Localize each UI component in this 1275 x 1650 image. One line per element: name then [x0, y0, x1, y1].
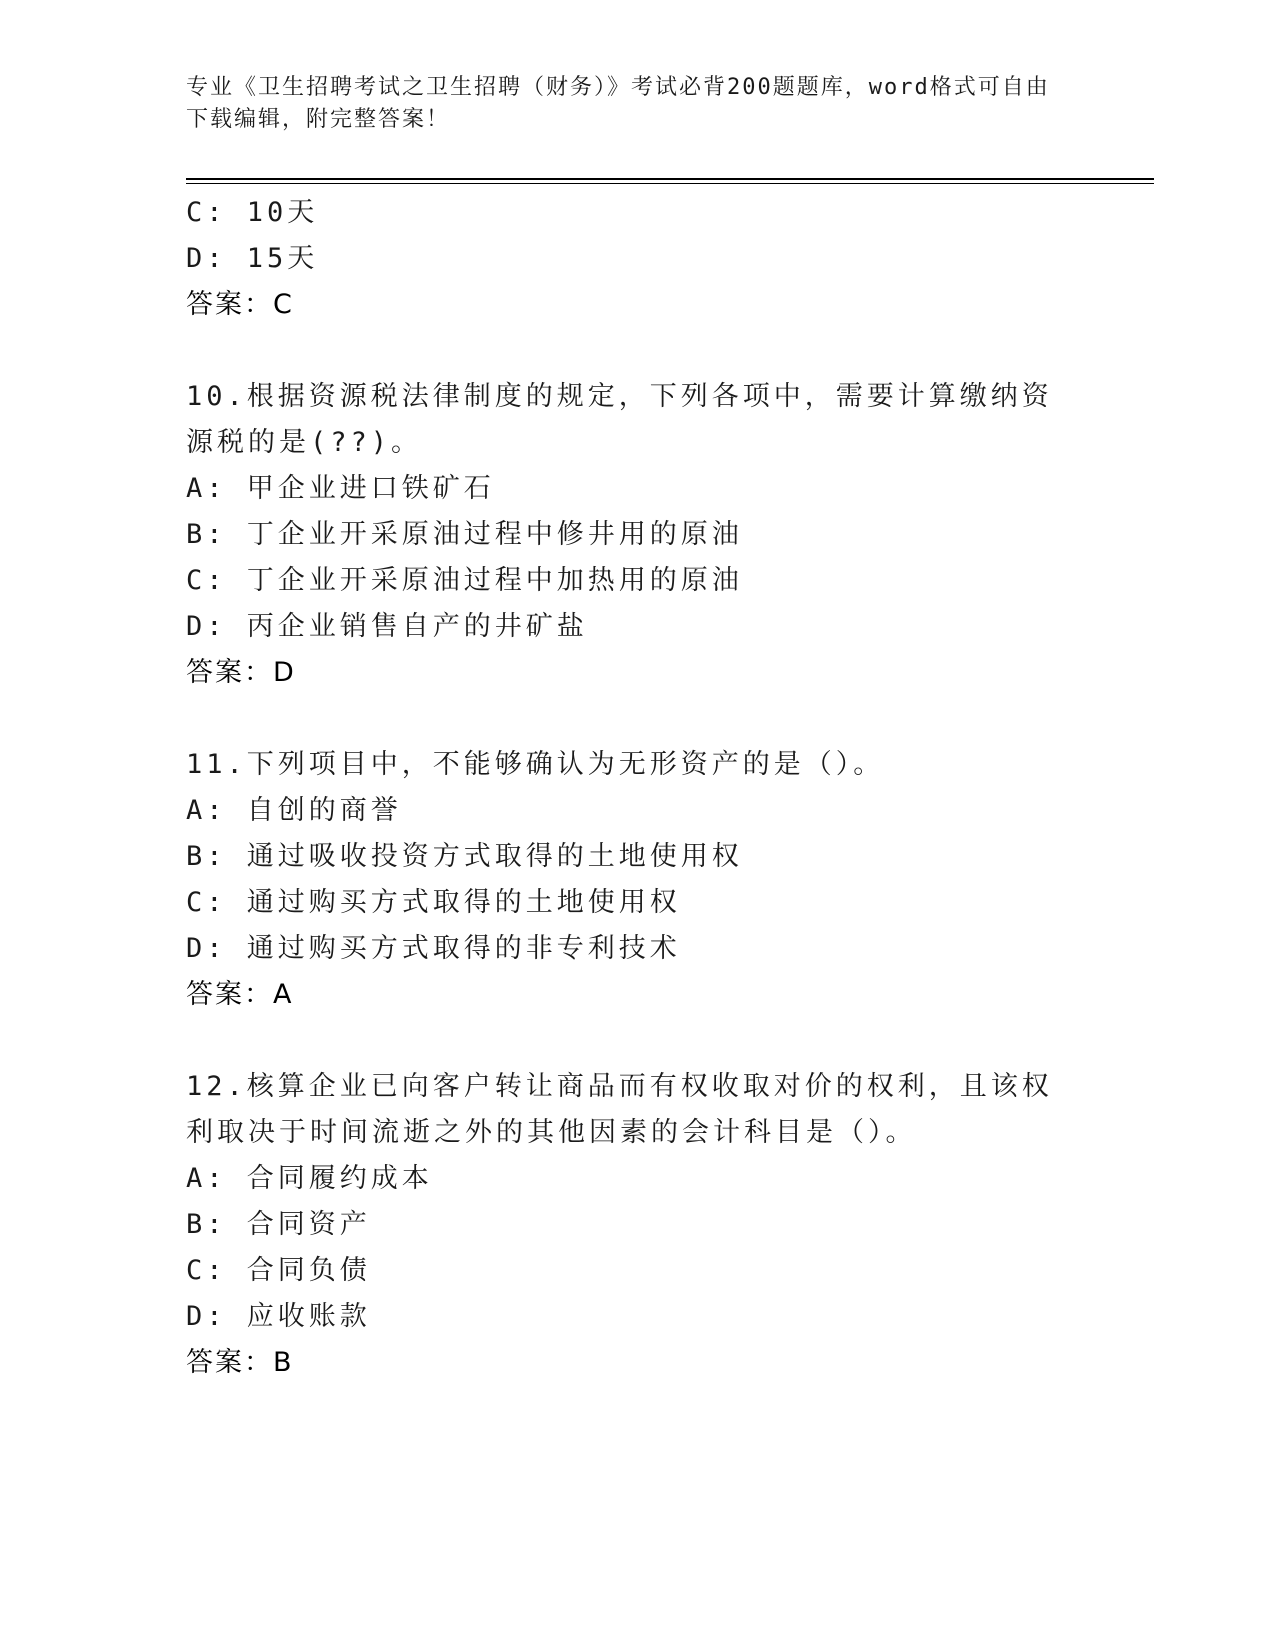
answer-line: 答案：D — [186, 657, 296, 688]
question-12 — [186, 1064, 1086, 1386]
option-c: C: 通过购买方式取得的土地使用权 — [186, 887, 681, 918]
option-d: D: 15天 — [186, 243, 319, 274]
question-11 — [186, 742, 1086, 1018]
previous-question-tail — [186, 190, 1086, 328]
answer-line: 答案：C — [186, 289, 294, 320]
question-text: 10.根据资源税法律制度的规定，下列各项中，需要计算缴纳资源税的是(??)。 — [186, 381, 1053, 458]
question-list — [186, 190, 1086, 1386]
option-a: A: 合同履约成本 — [186, 1163, 433, 1194]
question-10 — [186, 374, 1086, 696]
option-b: B: 合同资产 — [186, 1209, 371, 1240]
option-c: C: 丁企业开采原油过程中加热用的原油 — [186, 565, 743, 596]
option-a: A: 甲企业进口铁矿石 — [186, 473, 495, 504]
header-divider-thin — [186, 183, 1154, 184]
question-text: 12.核算企业已向客户转让商品而有权收取对价的权利，且该权利取决于时间流逝之外的其他因素的会计科目是（）。 — [186, 1071, 1053, 1148]
option-a: A: 自创的商誉 — [186, 795, 402, 826]
option-d: D: 通过购买方式取得的非专利技术 — [186, 933, 681, 964]
document-header: 专业《卫生招聘考试之卫生招聘（财务）》考试必背200题题库，word格式可自由下载编辑，附完整答案！ — [186, 75, 1050, 132]
question-text: 11.下列项目中，不能够确认为无形资产的是（）。 — [186, 749, 885, 780]
option-c: C: 合同负债 — [186, 1255, 371, 1286]
option-b: B: 丁企业开采原油过程中修井用的原油 — [186, 519, 743, 550]
option-b: B: 通过吸收投资方式取得的土地使用权 — [186, 841, 743, 872]
answer-line: 答案：A — [186, 979, 294, 1010]
answer-line: 答案：B — [186, 1347, 294, 1378]
option-c: C: 10天 — [186, 197, 319, 228]
header-divider-thick — [186, 178, 1154, 180]
option-d: D: 应收账款 — [186, 1301, 371, 1332]
option-d: D: 丙企业销售自产的井矿盐 — [186, 611, 588, 642]
